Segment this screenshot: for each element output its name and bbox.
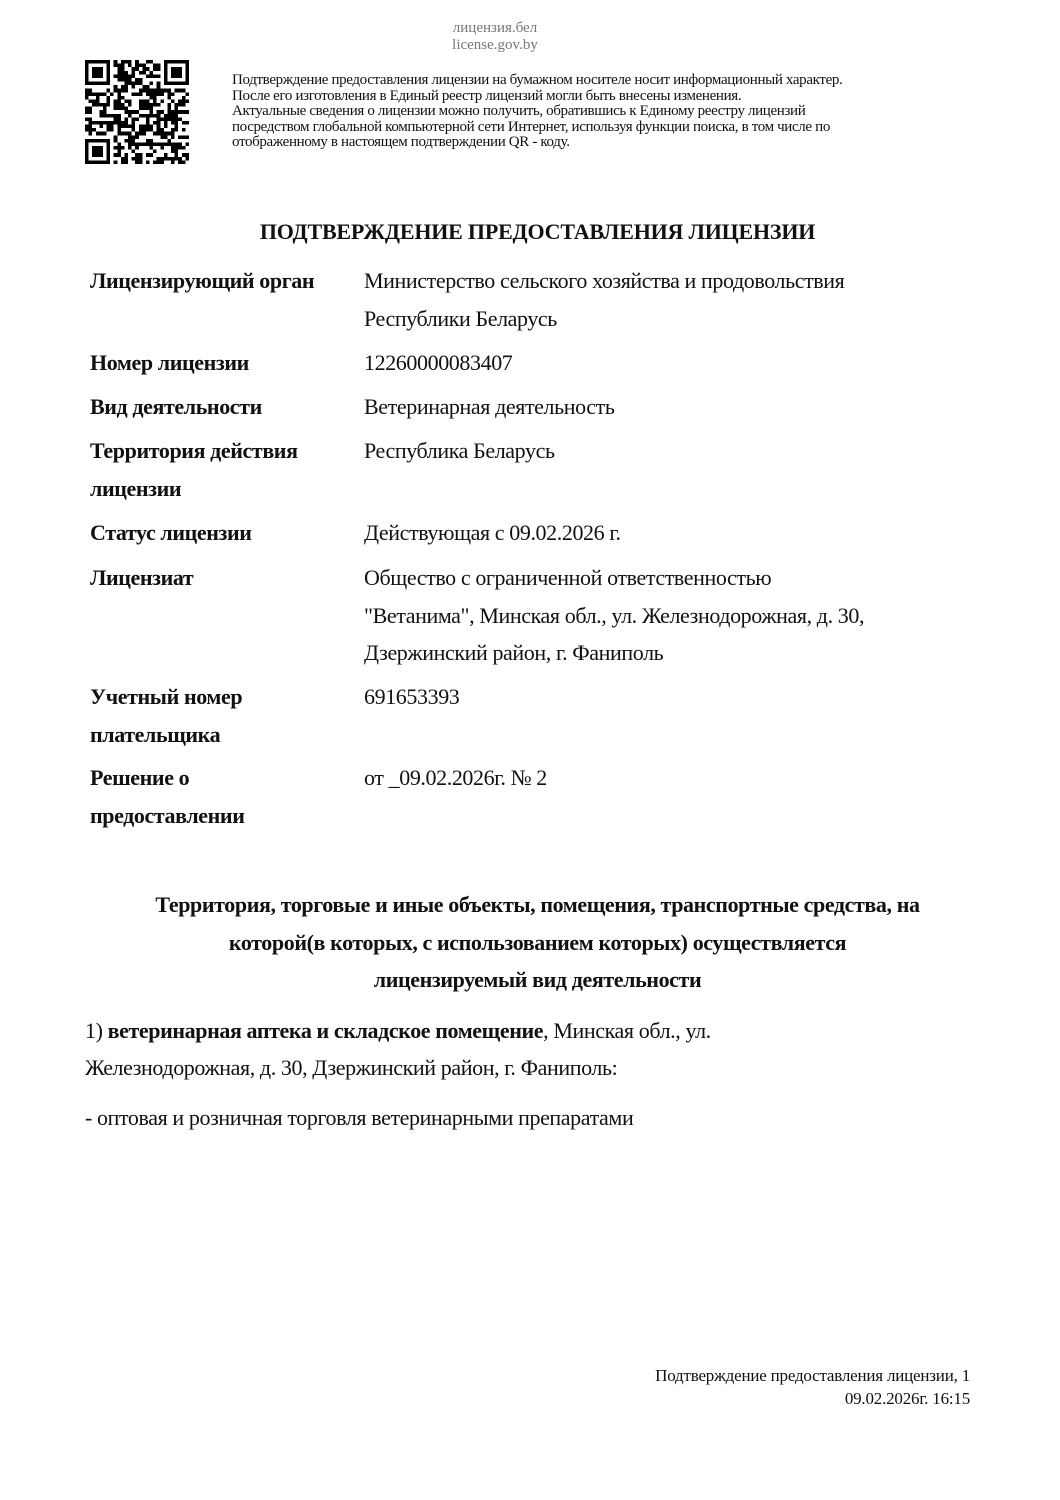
field-value: от _09.02.2026г. № 2 [364,765,547,790]
notice-line: Подтверждение предоставления лицензии на бумажном носителе носит информационный характер. [232,72,843,88]
notice-line: После его изготовления в Единый реестр лицензий могли быть внесены изменения. [232,87,742,104]
field-value: Республика Беларусь [364,438,555,463]
footer [655,1364,970,1410]
site-en: license.gov.by [452,37,538,53]
qr-code-icon [84,60,190,164]
object-name: ветеринарная аптека и складское помещение [107,1018,544,1043]
field-label: Решение о предоставлении [90,765,245,828]
field-label: Лицензирующий орган [90,268,315,293]
footer-timestamp: 09.02.2026г. 16:15 [844,1389,970,1408]
page-title: ПОДТВЕРЖДЕНИЕ ПРЕДОСТАВЛЕНИЯ ЛИЦЕНЗИИ [259,219,816,244]
site-ru: лицензия.бел [452,20,538,36]
field-label: Статус лицензии [90,520,252,545]
field-value: Действующая с 09.02.2026 г. [364,520,621,545]
object-activity: - оптовая и розничная торговля ветеринарными препаратами [85,1105,634,1130]
info-notice [232,73,842,151]
field-value: 691653393 [364,684,460,709]
field-value: Общество с ограниченной ответственностью "Ветанима", Минская обл., ул. Железнодорожная, д. 30, Дзержинский район, г. Фаниполь [364,565,865,665]
notice-line: Актуальные сведения о лицензии можно получить, обратившись к Единому реестру лицензий [232,103,806,120]
field-label: Учетный номер плательщика [90,684,243,747]
object-address: , Минская обл., ул. [543,1018,711,1043]
section-title: Территория, торговые и иные объекты, помещения, транспортные средства, на которой(в которых, с использованием которых) осуществляется лицензируемый вид деятельности [155,892,920,992]
field-label: Лицензиат [90,565,194,590]
field-label: Территория действия лицензии [90,438,298,501]
footer-doc-name: Подтверждение предоставления лицензии, 1 [655,1366,970,1385]
field-label: Вид деятельности [90,394,262,419]
field-value: Ветеринарная деятельность [364,394,615,419]
object-address-line: Железнодорожная, д. 30, Дзержинский район, г. Фаниполь: [85,1055,618,1080]
field-value: Министерство сельского хозяйства и продовольствия Республики Беларусь [364,268,845,331]
field-label: Номер лицензии [90,350,249,375]
object-item [85,1012,711,1050]
notice-line: отображенному в настоящем подтверждении QR - коду. [232,134,570,151]
site-address [0,20,990,54]
notice-line: посредством глобальной компьютерной сети Интернет, используя функции поиска, в том числе по [232,118,830,135]
object-number: 1) [85,1018,108,1043]
field-value: 12260000083407 [364,350,513,375]
